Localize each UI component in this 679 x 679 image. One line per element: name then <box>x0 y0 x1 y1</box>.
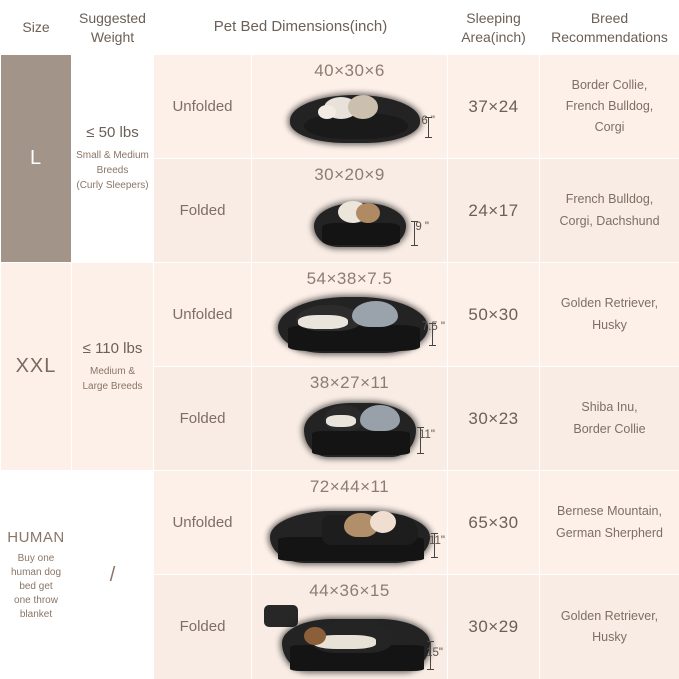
dog-illustration <box>326 415 356 427</box>
header-breed-line1: Breed <box>590 9 629 26</box>
bed-illustration <box>252 389 447 464</box>
height-label: 15" <box>426 647 444 659</box>
sleeping-area-value: 65×30 <box>468 512 519 532</box>
breed-line1: Golden Retriever, <box>560 296 659 311</box>
height-label: 9 " <box>415 221 430 233</box>
dog-illustration <box>298 315 348 329</box>
size-cell-l <box>1 55 72 263</box>
header-sleeping-line1: Sleeping <box>466 9 521 26</box>
dog-illustration <box>348 95 378 119</box>
breed-line1: Shiba Inu, <box>581 400 638 415</box>
weight-value-l: ≤ 50 lbs <box>86 124 139 141</box>
height-measure-tick <box>417 453 424 454</box>
breed-xxl-unfolded <box>540 263 679 367</box>
weight-value-xxl: ≤ 110 lbs <box>82 339 143 357</box>
height-measure-tick <box>429 345 436 346</box>
state-label: Unfolded <box>172 97 233 115</box>
size-sub-line5: blanket <box>19 608 53 620</box>
breed-text <box>540 185 679 236</box>
breed-human-folded <box>540 575 679 679</box>
sleeping-area-human-folded <box>448 575 540 679</box>
state-cell-xxl-unfolded <box>154 263 252 367</box>
breed-line1: Border Collie, <box>571 77 648 92</box>
sleeping-area-value: 24×17 <box>468 200 519 220</box>
breed-line2: German Sherpherd <box>556 525 664 540</box>
weight-sub-line1: Small & Medium <box>76 150 149 161</box>
sleeping-area-l-folded <box>448 159 540 263</box>
sleeping-area-xxl-folded <box>448 367 540 471</box>
height-measure-tick <box>427 641 434 642</box>
bed-mattress <box>312 431 410 455</box>
state-label: Folded <box>179 618 226 635</box>
dog-illustration <box>356 203 380 223</box>
size-label-human: HUMAN <box>7 528 65 546</box>
breed-text <box>540 71 679 143</box>
weight-sub-line1: Medium & <box>89 365 135 377</box>
header-suggested-weight <box>72 1 154 55</box>
header-sleeping-area <box>448 1 540 55</box>
breed-xxl-folded <box>540 367 679 471</box>
table-row <box>1 55 679 159</box>
weight-sub-xxl <box>72 364 153 394</box>
human-illustration <box>370 511 396 533</box>
size-cell-xxl <box>1 263 72 471</box>
breed-l-unfolded <box>540 55 679 159</box>
sleeping-area-l-unfolded <box>448 55 540 159</box>
breed-text <box>540 393 679 444</box>
bed-illustration <box>252 493 447 568</box>
weight-cell-human <box>72 471 154 679</box>
header-breed-line2: Recommendations <box>551 28 668 45</box>
bed-image-l-unfolded <box>252 55 448 159</box>
state-label: Unfolded <box>172 305 233 323</box>
breed-line1: French Bulldog, <box>565 192 654 207</box>
dimension-label: 30×20×9 <box>314 165 385 184</box>
dog-illustration <box>318 105 336 119</box>
bed-image-xxl-unfolded <box>252 263 448 367</box>
bed-image-xxl-folded <box>252 367 448 471</box>
header-breed-recommendations <box>540 1 679 55</box>
sleeping-area-human-unfolded <box>448 471 540 575</box>
header-weight-line2: Weight <box>90 28 135 45</box>
state-label: Unfolded <box>172 513 233 531</box>
weight-value-human: / <box>109 563 116 586</box>
size-cell-human <box>1 471 72 679</box>
breed-line2: Husky <box>592 317 627 332</box>
state-cell-human-unfolded <box>154 471 252 575</box>
weight-sub-line2: Large Breeds <box>82 380 143 392</box>
sleeping-area-value: 30×23 <box>468 408 519 428</box>
bed-image-l-folded <box>252 159 448 263</box>
breed-line1: Golden Retriever, <box>560 608 659 623</box>
weight-cell-xxl <box>72 263 154 471</box>
bed-image-human-unfolded <box>252 471 448 575</box>
height-label: 11" <box>428 535 446 547</box>
height-measure-tick <box>425 137 432 138</box>
height-measure-tick <box>431 533 438 534</box>
weight-sub-line2: Breeds <box>96 165 129 176</box>
breed-human-unfolded <box>540 471 679 575</box>
dog-illustration <box>360 405 400 431</box>
dog-illustration <box>304 627 326 645</box>
state-label: Folded <box>179 201 226 219</box>
dimension-label: 54×38×7.5 <box>306 269 393 288</box>
size-sub-line4: one throw <box>14 594 58 606</box>
state-label: Folded <box>179 409 226 427</box>
breed-line3: Corgi <box>594 120 625 135</box>
weight-cell-l <box>72 55 154 263</box>
weight-sub-l <box>72 148 153 193</box>
table-row <box>1 471 679 575</box>
bed-illustration <box>252 597 447 673</box>
state-cell-human-folded <box>154 575 252 679</box>
breed-l-folded <box>540 159 679 263</box>
breed-line2: French Bulldog, <box>565 98 654 113</box>
breed-text <box>540 602 679 653</box>
header-dimensions: Pet Bed Dimensions(inch) <box>154 1 448 55</box>
bed-illustration <box>252 285 447 360</box>
folded-blanket <box>264 605 298 627</box>
header-sleeping-line2: Area(inch) <box>461 28 526 45</box>
height-measure-tick <box>417 427 424 428</box>
sleeping-area-value: 37×24 <box>468 96 519 116</box>
dimension-label: 72×44×11 <box>309 477 390 496</box>
sleeping-area-value: 50×30 <box>468 304 519 324</box>
weight-sub-line3: (Curly Sleepers) <box>76 180 149 191</box>
table-row <box>1 263 679 367</box>
state-cell-l-unfolded <box>154 55 252 159</box>
state-cell-l-folded <box>154 159 252 263</box>
breed-line2: Husky <box>592 630 627 644</box>
dimension-label: 40×30×6 <box>314 61 385 80</box>
size-sub-line2: human dog <box>10 566 62 578</box>
breed-text <box>540 289 679 340</box>
header-weight-line1: Suggested <box>79 9 146 26</box>
dimension-label: 44×36×15 <box>309 581 390 600</box>
bed-mattress <box>322 223 400 245</box>
bed-illustration <box>252 77 447 152</box>
table-header-row <box>1 1 679 55</box>
size-label-xxl: XXL <box>15 355 57 377</box>
height-measure-tick <box>427 669 434 670</box>
breed-line2: Border Collie <box>573 421 646 436</box>
dimension-label: 38×27×11 <box>309 373 390 392</box>
size-sub-line3: bed get <box>19 580 53 592</box>
bed-image-human-folded <box>252 575 448 679</box>
height-measure-tick <box>431 557 438 558</box>
breed-line2: Corgi, Dachshund <box>559 213 660 228</box>
breed-text <box>540 497 679 548</box>
sleeping-area-xxl-unfolded <box>448 263 540 367</box>
height-measure-tick <box>411 245 418 246</box>
size-label-l: L <box>29 147 43 169</box>
breed-line1: Bernese Mountain, <box>557 504 662 519</box>
height-label: 7.5 " <box>421 321 446 333</box>
height-label: 11" <box>418 429 436 441</box>
bed-illustration <box>252 181 447 256</box>
size-sub-human <box>1 552 71 622</box>
state-cell-xxl-folded <box>154 367 252 471</box>
dog-illustration <box>352 301 398 327</box>
size-sub-line1: Buy one <box>17 552 55 564</box>
height-label: 6 " <box>421 115 436 127</box>
sleeping-area-value: 30×29 <box>468 617 519 636</box>
header-size: Size <box>1 1 72 55</box>
